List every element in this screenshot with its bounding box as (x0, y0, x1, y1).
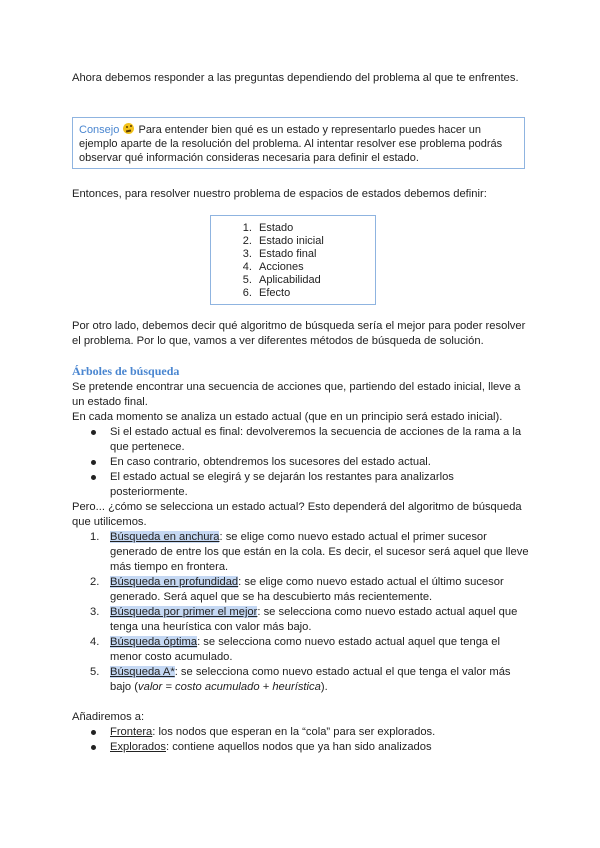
list-item (72, 530, 532, 575)
list-number: 3. (90, 606, 100, 618)
method-desc: : se elige como nuevo estado actual el primer sucesor generado de entre los que están en la cola. Es decir, el sucesor será aquel que lleve más tiempo en frontera. (110, 531, 529, 573)
list-item: En caso contrario, obtendremos los sucesores del estado actual. (72, 455, 532, 470)
list-number: 2. (90, 576, 100, 588)
section-title: Árboles de búsqueda (72, 364, 180, 378)
method-term: Búsqueda en anchura (110, 531, 220, 543)
method-term: Búsqueda por primer el mejor (110, 606, 258, 618)
list-item: 2. Estado inicial (255, 235, 375, 248)
list-item: 1. Estado (255, 222, 375, 235)
list-item (72, 605, 532, 635)
methods-list (72, 530, 532, 695)
method-desc: : se selecciona como nuevo estado actual aquel que tenga el menor costo acumulado. (110, 636, 500, 663)
section-paragraph-2: En cada momento se analiza un estado actual (que en un principio será estado inicial). (72, 411, 503, 423)
algoritmo-paragraph: Por otro lado, debemos decir qué algoritmo de búsqueda sería el mejor para poder resolver el problema. Por lo que, vamos a ver diferentes métodos de búsqueda de solución. (72, 320, 526, 347)
list-item (72, 575, 532, 605)
definir-list-box (210, 215, 376, 305)
method-formula: valor = costo acumulado + heurística (138, 681, 321, 693)
tip-box (72, 117, 525, 169)
method-desc: : se selecciona como nuevo estado actual el que tenga el valor más bajo ( (110, 666, 511, 693)
def-desc: : los nodos que esperan en la “cola” para ser explorados. (152, 726, 436, 738)
list-number: 1. (90, 531, 100, 543)
list-item: 5. Aplicabilidad (255, 274, 375, 287)
definir-intro: Entonces, para resolver nuestro problema de espacios de estados debemos definir: (72, 188, 487, 200)
def-term: Frontera (110, 726, 153, 738)
list-number: 4. (90, 636, 100, 648)
list-item: Si el estado actual es final: devolveremos la secuencia de acciones de la rama a la que pertenece. (72, 425, 532, 455)
list-item: 3. Estado final (255, 248, 375, 261)
method-term: Búsqueda en profundidad (110, 576, 239, 588)
pero-paragraph: Pero... ¿cómo se selecciona un estado actual? Esto dependerá del algoritmo de búsqueda que utilicemos. (72, 501, 522, 528)
list-item (72, 635, 532, 665)
tip-label: Consejo (79, 124, 120, 136)
defs-list (72, 725, 532, 755)
list-item (72, 725, 532, 740)
definir-list (211, 222, 375, 300)
method-term: Búsqueda óptima (110, 636, 198, 648)
tip-text: Para entender bien qué es un estado y representarlo puedes hacer un ejemplo aparte de la resolución del problema. Al intentar resolver ese problema podrás observar qué información consideras necesaria para definir el estado. (79, 124, 503, 164)
intro-paragraph: Ahora debemos responder a las preguntas dependiendo del problema al que te enfrentes. (72, 72, 519, 84)
list-item (72, 740, 532, 755)
list-item (72, 665, 532, 695)
method-desc: : se elige como nuevo estado actual el último sucesor generado. Será aquel que se ha descubierto más recientemente. (110, 576, 504, 603)
section-paragraph-1: Se pretende encontrar una secuencia de acciones que, partiendo del estado inicial, lleve a un estado final. (72, 381, 521, 408)
section-body (72, 380, 532, 755)
list-number: 5. (90, 666, 100, 678)
def-term: Explorados (110, 741, 166, 753)
def-desc: : contiene aquellos nodos que ya han sido analizados (165, 741, 432, 753)
list-item: El estado actual se elegirá y se dejarán los restantes para analizarlos posteriormente. (72, 470, 532, 500)
bullet-list (72, 425, 532, 500)
method-end: ). (320, 681, 328, 693)
slightly-smiling-emoji-icon (123, 123, 134, 134)
anadiremos-label: Añadiremos a: (72, 711, 145, 723)
method-desc: : se selecciona como nuevo estado actual aquel que tenga una heurística con valor más bajo. (110, 606, 518, 633)
list-item: 6. Efecto (255, 287, 375, 300)
method-term: Búsqueda A* (110, 666, 175, 678)
list-item: 4. Acciones (255, 261, 375, 274)
